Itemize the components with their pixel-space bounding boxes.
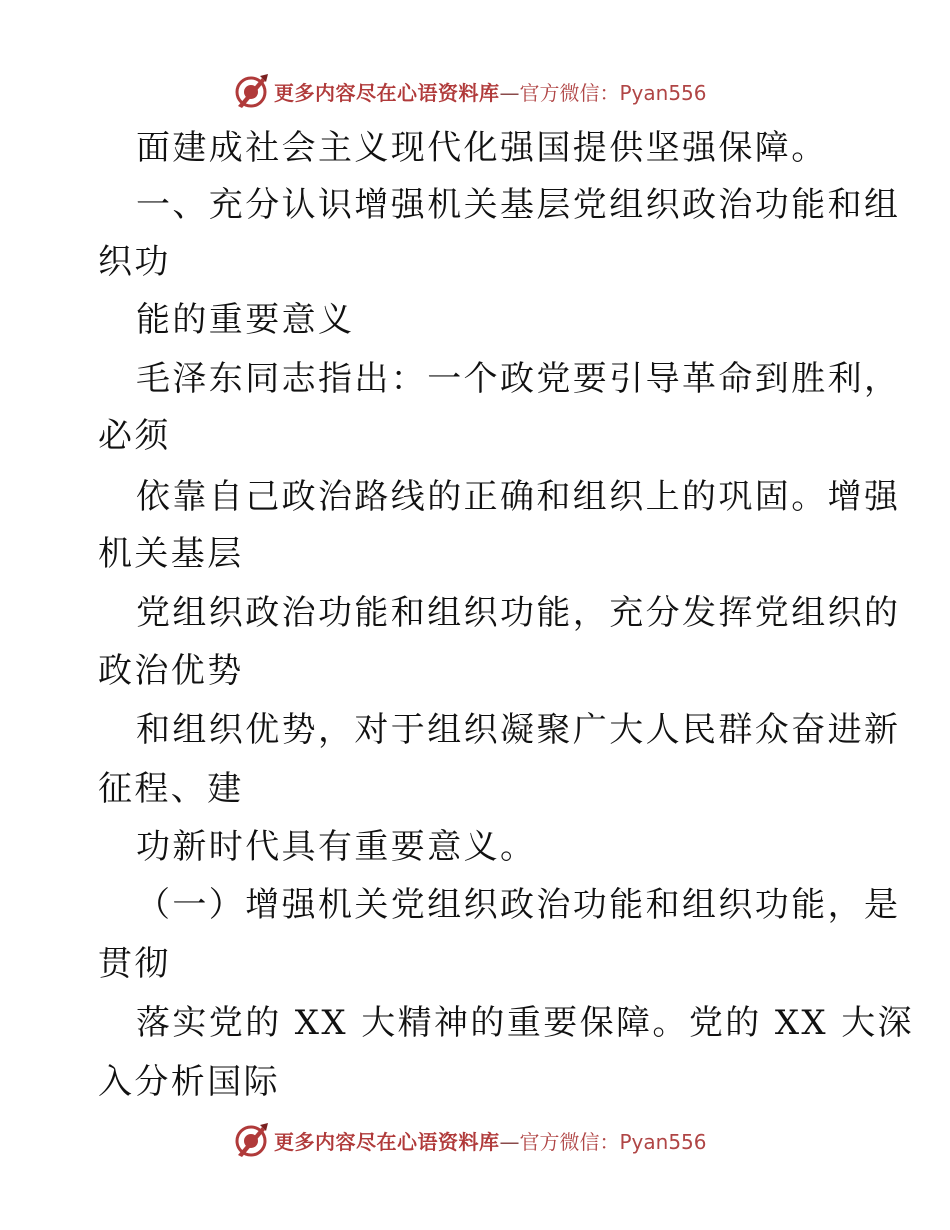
body-line: 和组织优势，对于组织凝聚广大人民群众奋进新 <box>136 710 901 750</box>
body-line: 必须 <box>98 416 171 456</box>
watermark-id: Pyan556 <box>619 81 707 105</box>
header-watermark <box>0 72 950 112</box>
body-line: 贯彻 <box>98 944 171 984</box>
watermark-separator: — <box>499 81 520 105</box>
body-line: 党组织政治功能和组织功能，充分发挥党组织的 <box>136 593 901 633</box>
section-heading: 一、充分认识增强机关基层党组织政治功能和组 <box>136 185 901 225</box>
body-line: 依靠自己政治路线的正确和组织上的巩固。增强 <box>136 477 901 517</box>
watermark-main-text: 更多内容尽在心语资料库 <box>274 1130 500 1154</box>
body-line: 面建成社会主义现代化强国提供坚强保障。 <box>136 128 828 168</box>
body-line: 入分析国际 <box>98 1062 280 1102</box>
body-line: 毛泽东同志指出：一个政党要引导革命到胜利， <box>136 359 901 399</box>
seal-quill-icon <box>232 72 270 110</box>
body-line: 功新时代具有重要意义。 <box>136 827 537 867</box>
body-line: 征程、建 <box>98 769 244 809</box>
watermark-id: Pyan556 <box>619 1130 707 1154</box>
subsection-heading: （一）增强机关党组织政治功能和组织功能，是 <box>136 885 901 925</box>
body-line: 机关基层 <box>98 534 244 574</box>
watermark-label: 官方微信： <box>519 81 620 105</box>
body-line: 织功 <box>98 242 171 282</box>
section-heading-cont: 能的重要意义 <box>136 300 355 340</box>
watermark-label: 官方微信： <box>519 1130 620 1154</box>
watermark-main-text: 更多内容尽在心语资料库 <box>274 81 500 105</box>
footer-watermark <box>0 1121 950 1161</box>
body-line: 政治优势 <box>98 651 244 691</box>
seal-quill-icon <box>232 1121 270 1159</box>
body-line: 落实党的 XX 大精神的重要保障。党的 XX 大深 <box>136 1003 915 1043</box>
watermark-separator: — <box>499 1130 520 1154</box>
